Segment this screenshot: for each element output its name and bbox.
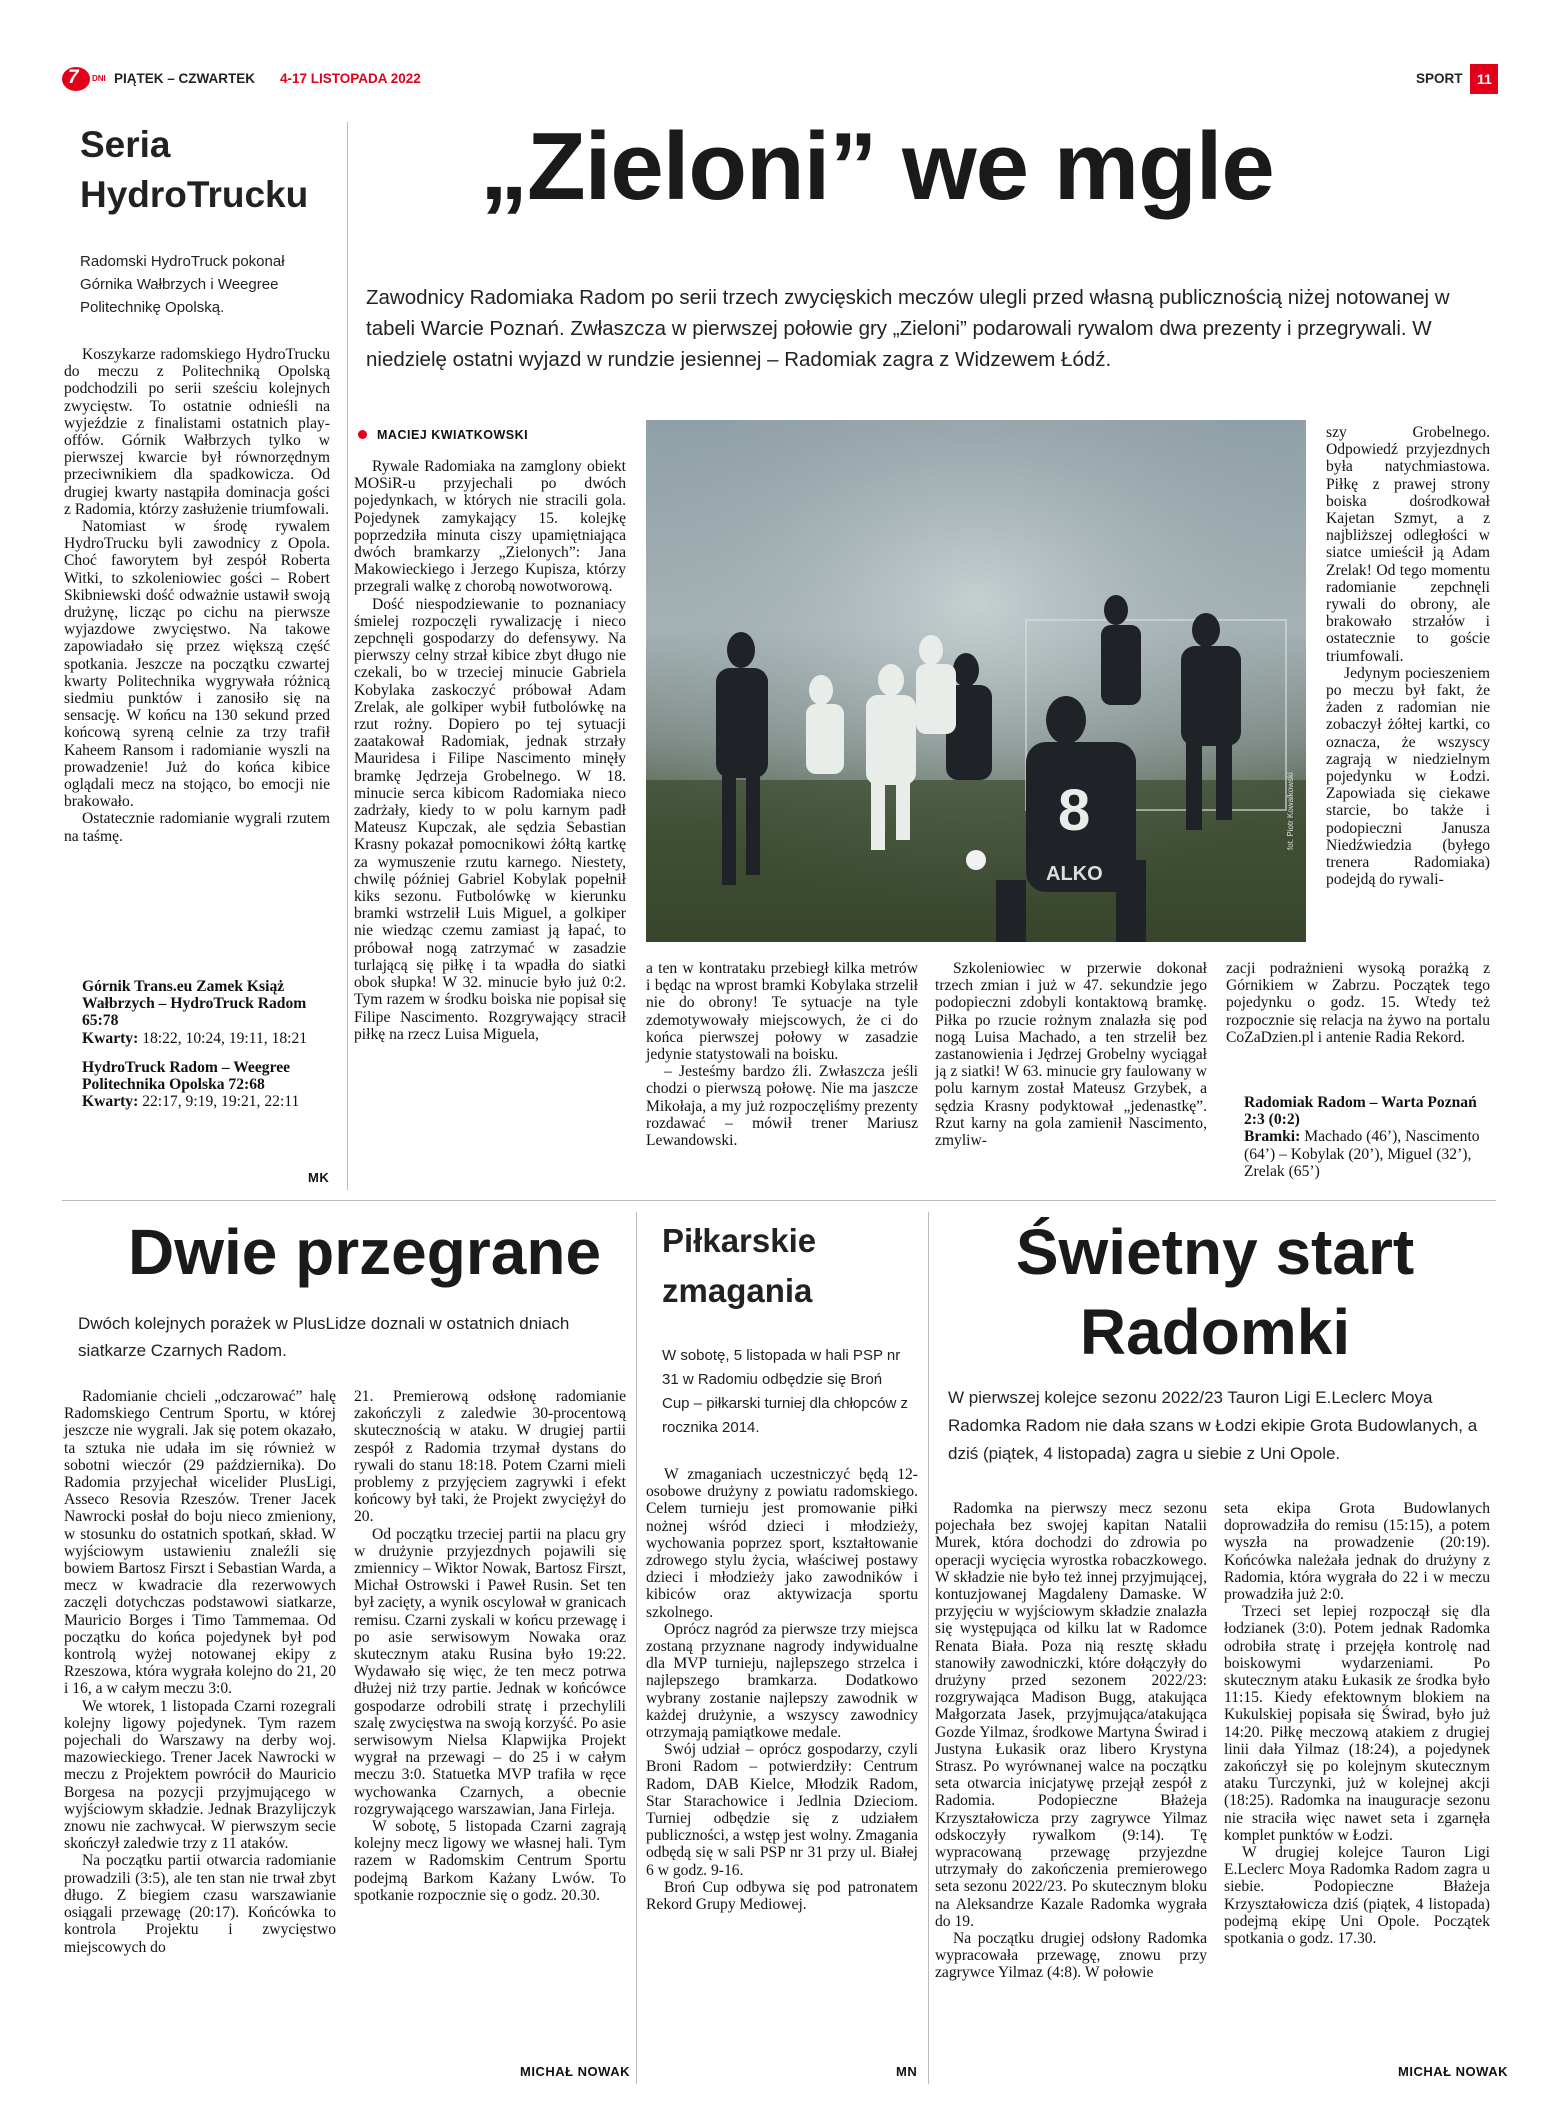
main-lead: Zawodnicy Radomiaka Radom po serii trzech zwycięskich meczów ulegli przed własną publicznością niżej notowanej w tabeli Warcie Poznań. Zwłaszcza w pierwszej połowie gry „Zieloni” podarowali rywalom dwa prezenty i przegrywali. W niedzielę ostatni wyjazd w rundzie jesiennej – Radomiak zagra z Widzewem Łódź. [366,286,1450,371]
kids-paragraph: Swój udział – oprócz gospodarzy, czyli Broni Radom – potwierdziły: Centrum Radom, DAB Kielce, Młodzik Radom, Star Starachowice i Jedlnia Dzieciom. Turniej odbędzie się z udziałem publiczności, a wstęp jest wolny. Zmagania odbędą się w sali PSP nr 31 przy ul. Białej 6 w godz. 9-16. [646,1741,918,1879]
kids-title-line1: Piłkarskie [662,1222,817,1259]
main-col3 [935,960,1207,1149]
hydro-signature: MK [308,1170,330,1185]
hydro-result1-title: Górnik Trans.eu Zamek Książ Wałbrzych – HydroTruck Radom 65:78 [82,978,307,1030]
svg-text:8: 8 [1058,778,1091,843]
volley-title: Dwie przegrane [128,1216,602,1288]
page-number-box [1470,64,1498,94]
main-col2 [646,960,918,1149]
hydro-title-line1: Seria [80,124,171,165]
kids-paragraph: Broń Cup odbywa się pod patronatem Rekord Grupy Mediowej. [646,1878,918,1914]
hydro-results [64,978,330,1110]
main-result-title: Radomiak Radom – Warta Poznań 2:3 (0:2) [1244,1094,1477,1129]
kids-title [662,1216,816,1316]
logo-sub: DNI [92,74,106,83]
volley-lead: Dwóch kolejnych porażek w PlusLidze doznali w ostatnich dniach siatkarze Czarnych Radom. [78,1314,570,1360]
author-dot [358,430,367,439]
column-divider [636,1212,637,2084]
main-paragraph: a ten w kontrataku przebiegł kilka metrów i będąc na wprost bramki Kobylaka strzelił nie do obrony! Te sytuacje na tyle zdemotywowały miejscowych, że ci do końca pierwszej połowy w zasadzie jedynie statystowali na boisku. [646,960,918,1064]
volley-paragraph: Od początku trzeciej partii na placu gry w drużynie przyjezdnych pojawili się zmiennicy – Wiktor Nowak, Bartosz Firszt, Michał Ostrowski i Paweł Rusin. Set ten był zacięty, a wynik oscylował w granicach remisu. Czarni zyskali w końcu przewagę i po asie serwisowym Nowaka oraz skutecznym ataku Rusina było 19:22. Wydawało się więc, że ten mecz potrwa dłużej niż trzy partie. Jednak w końcówce gospodarze odrobili stratę i przechylili szalę zwycięstwa na swoją korzyść. Po asie serwisowym Nielsa Klapwijka Projekt wygrał na przewagi – do 25 i w całym meczu 3:0. Statuetka MVP trafiła w ręce wychowanka Czarnych, a obecnie rozgrywającego warszawian, Jana Firleja. [354,1525,626,1818]
hydro-result2-title: HydroTruck Radom – Weegree Politechnika Opolska 72:68 [82,1058,291,1094]
main-col4c [1226,960,1490,1046]
kids-body [646,1466,918,1913]
radomka-signature: MICHAŁ NOWAK [1398,2064,1508,2079]
volley-signature: MICHAŁ NOWAK [520,2064,630,2079]
volley-paragraph: 21. Premierową odsłonę radomianie zakończyli z zaledwie 30-procentową skutecznością w ataku. W drugiej partii zespół z Radomia trzymał dystans do rywali do stanu 18:18. Potem Czarni mieli problemy z przyjęciem zagrywki i efekt końcowy był taki, że Projekt zwyciężył do 20. [354,1388,626,1526]
main-title: „Zieloni” we mgle [480,113,1274,220]
quarters-label: Kwarty: [82,1029,139,1047]
volley-paragraph: We wtorek, 1 listopada Czarni rozegrali kolejny ligowy pojedynek. Tym razem pojechali do Warszawy na derby woj. mazowieckiego. Trener Jacek Nawrocki w meczu z Projektem powrócił do Mauricio Borgesa na pozycji przyjmującego w wyjściowym składzie. Jednak Brazylijczyk znowu nie zachwycał. W pierwszym secie skończył zaledwie trzy z 11 ataków. [64,1697,336,1853]
radomka-col1 [935,1500,1207,1982]
radomka-paragraph: seta ekipa Grota Budowlanych doprowadziła do remisu (15:15), a potem wyszła na prowadzenie (20:19). Końcówka należała jednak do drużyny z Radomia, która wygrała do 22 i w meczu prowadziła już 2:0. [1224,1500,1490,1604]
hydro-lead: Radomski HydroTruck pokonał Górnika Wałbrzych i Weegree Politechnikę Opolską. [80,253,285,316]
volley-paragraph: Radomianie chcieli „odczarować” halę Radomskiego Centrum Sportu, w której jeszcze nie wygrali. Jak się potem okazało, ta sztuka nie udała im się również w sobotni wieczór (29 października). Do Radomia przyjechał wicelider PlusLigi, Asseco Resovia Rzeszów. Trener Jacek Nawrocki posłał do boju nieco zmieniony, w stosunku do ostatnich spotkań, skład. W wyjściowym ustawieniu znaleźli się bowiem Bartosz Firszt i Sebastian Warda, a mecz w kwadracie dla rezerwowych zaczęli dotychczas podstawowi siatkarze, Mauricio Borges i Timo Tammemaa. Od początku do końca pojedynek był pod kontrolą wyżej notowanej ekipy z Rzeszowa, która wygrała kolejno do 21, 20 i 16, a w całym meczu 3:0. [64,1388,336,1698]
page-number: 11 [1477,71,1492,87]
volley-col1 [64,1388,336,1956]
issue-dates: 4-17 LISTOPADA 2022 [280,71,421,86]
hydro-title [80,120,308,220]
volley-col2 [354,1388,626,1904]
author-name: MACIEJ KWIATKOWSKI [377,428,529,442]
hydro-title-line2: HydroTrucku [80,174,309,215]
hydro-result2-score [64,1093,330,1110]
radomka-title [940,1212,1490,1372]
main-goals [1226,1128,1490,1180]
main-col4a [1326,424,1490,888]
section-label: SPORT [1416,71,1463,86]
kids-paragraph: W zmaganiach uczestniczyć będą 12-osobowe drużyny z powiatu radomskiego. Celem turnieju jest promowanie piłki nożnej wśród dzieci i młodzieży, wychowania poprzez sport, kształtowanie zdrowego stylu życia, właściwej postawy dzieci i młodzieży jako zawodników i kibiców oraz aktywizacja sportu szkolnego. [646,1466,918,1621]
main-paragraph: zacji podrażnieni wysoką porażką z Górnikiem w Zabrzu. Początek tego pojedynku o godz. 15. Wtedy też rozpocznie się relacja na żywo na portalu CoZaDzien.pl i antenie Radia Rekord. [1226,960,1490,1046]
photo-credit: fot. Piotr Kowalkowski [1286,772,1295,850]
quarters-values: 18:22, 10:24, 19:11, 18:21 [142,1029,308,1047]
hydro-paragraph: Ostatecznie radomianie wygrali rzutem na taśmę. [64,810,330,845]
goals-label: Bramki: [1244,1128,1301,1146]
radomka-paragraph: Radomka na pierwszy mecz sezonu pojechała bez swojej kapitan Natalii Murek, która dochodzi do zdrowia po operacji wycięcia wyrostka robaczkowego. W składzie nie było też innej przyjmującej, kontuzjowanej Magdaleny Damaske. W przyjęciu w wyjściowym składzie znalazła się występująca od kilku lat w Radomce Renata Biała. Poza nią resztę składu stanowiły zawodniczki, które dołączyły do drużyny przed sezonem 2022/23: rozgrywająca Madison Bugg, atakująca Małgorzata Jasek, przyjmująca/atakująca Gozde Yilmaz, środkowe Martyna Świrad i Justyna Łukasik oraz libero Krystyna Strasz. Po wyrównanej walce na początku seta otwarcia inicjatywę przejął zespół z Radomia. Podopieczne Błażeja Krzyształowicza przy zagrywce Yilmaz odskoczyły rywalkom (9:14). Tę wypracowaną przewagę przyjezdne utrzymały do zakończenia premierowego seta sezonu 2022/23. Po skutecznym bloku na Aleksandrze Kazale Radomka wygrała do 19. [935,1500,1207,1930]
quarters-label: Kwarty: [82,1093,139,1111]
hydro-result1-score [64,1030,330,1047]
author-line [358,426,528,444]
volley-paragraph: W sobotę, 5 listopada Czarni zagrają kolejny mecz ligowy we własnej hali. Tym razem w Radomskim Centrum Sportu podejmą Barkom Każany Lwów. To spotkanie rozpocznie się o godz. 20.30. [354,1818,626,1904]
main-paragraph: Rywale Radomiaka na zamglony obiekt MOSiR-u przyjechali po dwóch pojedynkach, w których nie stracili gola. Pojedynek zamykający 15. kolejkę poprzedziła minuta ciszy upamiętniająca dwóch bramkarzy „Zielonych”: Jana Makowieckiego i Jerzego Kupisza, którzy przegrali walkę z chorobą nowotworową. [354,458,626,596]
main-result [1226,1094,1490,1180]
page-header [62,64,1498,94]
radomka-title-line1: Świetny start [1015,1216,1415,1288]
kids-lead: W sobotę, 5 listopada w hali PSP nr 31 w Radomiu odbędzie się Broń Cup – piłkarski turniej dla chłopców z rocznika 2014. [662,1347,908,1436]
svg-text:ALKO: ALKO [1046,863,1103,885]
goals-list: Machado (46’), Nascimento (64’) – Kobylak (20’), Miguel (32’), Zrelak (65’) [1244,1128,1480,1180]
main-paragraph: Jedynym pocieszeniem po meczu był fakt, że żaden z radomian nie zobaczył żółtej kartki, co oznacza, że wszyscy zagrają w niedzielnym pojedynku w Łodzi. Zapowiada się ciekawe starcie, bo także i podopieczni Janusza Niedźwiedzia (byłego trenera Radomiaka) podejdą do rywali- [1326,664,1490,889]
column-divider [347,122,348,1190]
match-photo [646,420,1306,942]
hydro-body [64,346,330,845]
radomka-paragraph: Trzeci set lepiej rozpoczął się dla łodzianek (3:0). Potem jednak Radomka odrobiła stratę i przejęła kontrolę nad boiskowymi wydarzeniami. Po skutecznym ataku Łukasik ze środka było 11:15. Kiedy efektownym blokiem na Kukulskiej popisała się Świrad, było już 14:20. Piłkę meczową atakiem z drugiej linii dała Yilmaz (18:24), a pojedynek zakończył się po kolejnym skutecznym ataku Turczynki, już w kolejnej akcji (18:25). Radomka na inauguracje sezonu nie straciła więc nawet seta i zgarnęła komplet punktów w Łodzi. [1224,1603,1490,1844]
radomka-col2 [1224,1500,1490,1947]
column-divider [928,1212,929,2084]
kids-signature: MN [896,2064,918,2079]
hydro-paragraph: Koszykarze radomskiego HydroTrucku do meczu z Politechniką Opolską podchodzili po serii sześciu kolejnych zwycięstw. To ostatnie odnieśli na wyjeździe z finalistami ostatnich play-offów. Górnik Wałbrzych tylko w pierwszej kwarcie był równorzędnym przeciwnikiem dla spadkowicza. Od drugiej kwarty nastąpiła dominacja gości z Radomia, którzy zasłużenie triumfowali. [64,346,330,518]
photo-scene [646,420,1306,942]
section-divider [62,1200,1496,1201]
main-paragraph: – Jesteśmy bardzo źli. Zwłaszcza jeśli chodzi o pierwszą połowę. Nie ma jaszcze Mikołaja, a my już rozpoczęliśmy prezenty rozdawać – mówił trener Mariusz Lewandowski. [646,1063,918,1150]
kids-title-line2: zmagania [662,1272,813,1309]
newspaper-logo [62,67,90,91]
issue-days: PIĄTEK – CZWARTEK [114,71,256,86]
main-paragraph: szy Grobelnego. Odpowiedź przyjezdnych była natychmiastowa. Piłkę z prawej strony boiska dośrodkował Kajetan Szmyt, a z najbliższej odległości w siatce umieścił ją Adam Zrelak! Od tego momentu radomianie zepchnęli rywali do obrony, ale brakowało strzałów i ostatecznie to goście triumfowali. [1326,424,1490,665]
main-paragraph: Szkoleniowiec w przerwie dokonał trzech zmian i już w 47. sekundzie jego podopieczni zdobyli kontaktową bramkę. Piłka po rzucie rożnym znalazła się pod nogą Luisa Machado, a ten strzelił bez zastanowienia i Jędrzej Grobelny wyciągał ją z siatki! W 63. minucie gry faulowany w polu karnym został Mateusz Grzybek, a sędzia Krasny podyktował „jedenastkę”. Rzut karny na gola zamienił Nascimento, zmyliw- [935,960,1207,1150]
volley-paragraph: Na początku partii otwarcia radomianie prowadzili (3:5), ale ten stan nie trwał zbyt długo. Z biegiem czasu warszawianie osiągali przewagę (20:17). Końcówka to kontrola Projektu i zwycięstwo miejscowych do [64,1852,336,1956]
radomka-paragraph: W drugiej kolejce Tauron Ligi E.Leclerc Moya Radomka Radom zagra u siebie. Podopieczne Błażeja Krzyształowicza dziś (piątek, 4 listopada) podejmą ekipę Uni Opole. Początek spotkania o godz. 17.30. [1224,1844,1490,1948]
kids-paragraph: Oprócz nagród za pierwsze trzy miejsca zostaną przyznane nagrody indywidualne dla MVP turnieju, najlepszego strzelca i najlepszego bramkarza. Dodatkowo wybrany zostanie najlepszy zawodnik w każdej drużynie, a wszyscy zawodnicy otrzymają pamiątkowe medale. [646,1620,918,1742]
radomka-lead: W pierwszej kolejce sezonu 2022/23 Tauron Ligi E.Leclerc Moya Radomka Radom nie dała szans w Łodzi ekipie Grota Budowlanych, a dziś (piątek, 4 listopada) zagra u siebie z Uni Opole. [948,1388,1478,1463]
radomka-paragraph: Na początku drugiej odsłony Radomka wypracowała przewagę, znowu przy zagrywce Yilmaz (4:8). W połowie [935,1930,1207,1982]
logo-number: 7 [68,67,79,88]
radomka-title-line2: Radomki [1079,1296,1351,1368]
main-paragraph: Dość niespodziewanie to poznaniacy śmielej rozpoczęli rywalizację i nieco zepchnęli gospodarzy do defensywy. Na pierwszy celny strzał kibice zbyt długo nie czekali, bo w trzeciej minucie Gabriela Kobylaka zaskoczyć próbował Adam Zrelak, ale golkiper wybił futbolówkę na rzut rożny. Dopiero po tej sytuacji zaatakował Radomiak, jednak strzały Mauridesa i Filipe Nascimento minęły bramkę Jędrzeja Grobelnego. W 18. minucie serca kibicom Radomiaka nieco zadrżały, kiedy to w polu karnym padł Mateusz Kupczak, ale sędzia Sebastian Krasny pokazał pomocnikowi żółtą kartkę za wymuszenie rzutu karnego. Niestety, chwilę później Gabriel Kobylak popełnił kiks sezonu. Futbolówkę w kierunku bramki wstrzelił Luis Miguel, a golkiper nie wiedząc czemu zamiast ją łapać, to próbował nogą zatrzymać w zasadzie turlającą się piłkę i ta wpadła do siatki obok słupka! W 32. minucie było już 0:2. Tym razem w środku boiska nie popisał się Filipe Nascimento. Rozgrywający stracił piłkę na rzecz Luisa Miguela, [354,595,626,1043]
main-col1 [354,458,626,1043]
quarters-values: 22:17, 9:19, 19:21, 22:11 [142,1093,300,1111]
hydro-paragraph: Natomiast w środę rywalem HydroTrucku byli zawodnicy z Opola. Choć faworytem był zespół Roberta Witki, to szkoleniowiec gości – Robert Skibniewski dość odważnie ustawił swoją drużynę, licząc po cichu na pierwsze wyjazdowe zwycięstwo. Na takowe zapowiadało się przez większą część spotkania. Jeszcze na początku czwartej kwarty Politechnika wygrywała różnicą siedmiu punktów i zanosiło się na sensację. W końcu na 130 sekund przed końcową syreną celnie za trzy trafił Kaheem Ransom i radomianie wyszli na prowadzenie! Już do końca kibice oglądali mecz na stojąco, bo emocji nie brakowało. [64,518,330,811]
